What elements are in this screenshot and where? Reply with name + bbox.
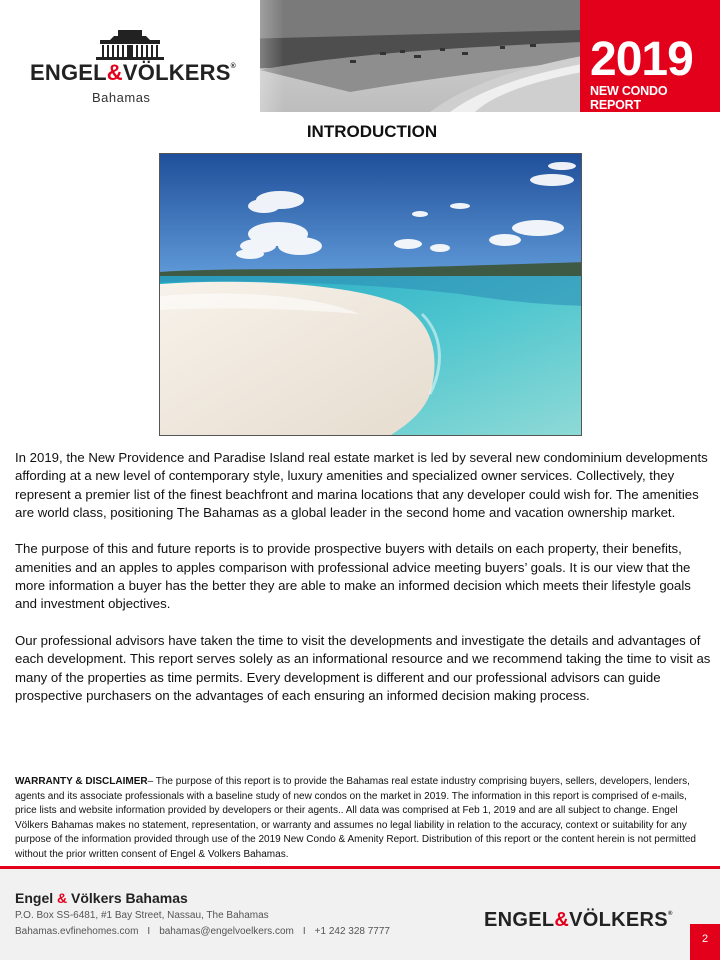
page-title: INTRODUCTION	[306, 122, 438, 141]
disclaimer-label: WARRANTY & DISCLAIMER	[15, 776, 148, 787]
brand-wordmark: ENGEL&VÖLKERS®	[30, 60, 236, 85]
footer-separator: I	[147, 926, 151, 937]
disclaimer-text: – The purpose of this report is to provide the Bahamas real estate industry comprising buyers, sellers, developers, lenders, agents and its associate professionals with a baseline study of new condos on the market in 2019. The information in this report is comprised of e-mails, price lists and website information provided by developers or their agents.. All data was comprised at Feb 1, 2019 and are all subject to change. Engel Völkers Bahamas makes no statement, representation, or warranty and assumes no legal liability in relation to the accuracy, context or suitability for any purpose of the information provided through use of the 2019 New Condo & Amenity Report. Distribution of this report or the content herein is not permitted without the prior written consent of Engel & Volkers Bahamas.	[15, 776, 696, 860]
footer-separator: I	[302, 926, 306, 937]
report-header	[0, 0, 720, 112]
badge-year: 2019	[590, 33, 693, 86]
badge-title: NEW CONDO REPORT	[590, 84, 668, 112]
footer-company-name: Engel & Völkers Bahamas	[15, 890, 188, 906]
footer-phone: +1 242 328 7777	[314, 926, 390, 937]
report-footer	[0, 869, 720, 960]
warranty-disclaimer	[15, 775, 710, 862]
footer-email-link[interactable]: bahamas@engelvoelkers.com	[159, 926, 294, 937]
footer-contact	[15, 926, 390, 937]
report-year-badge	[580, 0, 720, 112]
intro-paragraph-2: The purpose of this and future reports is to provide prospective buyers with details on each property, their benefits, amenities and an apples to apples comparison with professional advice meeting buyers’ goals. It is our view that the more information a buyer has the better they are able to make an informed decision which meets their lifestyle goals and investment objectives.	[15, 541, 691, 612]
intro-paragraph-1: In 2019, the New Providence and Paradise Island real estate market is led by several new condominium developments affording at a new level of contemporary style, luxury amenities and specialized owner services. Collectively, they represent a premier list of the finest beachfront and marina locations that any developer could wish for. The amenities are world class, positioning The Bahamas as a global leader in the second home and vacation ownership market.	[15, 450, 708, 520]
footer-address: P.O. Box SS-6481, #1 Bay Street, Nassau, The Bahamas	[15, 910, 269, 921]
intro-paragraph-3: Our professional advisors have taken the time to visit the developments and investigate the details and advantages of each development. This report serves solely as an informational resource and we recommend taking the time to visit as many of the properties as time permits. Every development is different and our professional advisors can guide prospective purchasers on the advantages of each ensuring an informed decision making process.	[15, 632, 711, 703]
brand-region: Bahamas	[92, 90, 151, 105]
hero-beach-image	[159, 153, 582, 436]
brand-logo-block	[0, 0, 260, 112]
footer-brand-logo: ENGEL&VÖLKERS®	[484, 909, 673, 931]
footer-website-link[interactable]: Bahamas.evfinehomes.com	[15, 926, 139, 937]
logo-building-icon	[96, 28, 164, 62]
page-number: 2	[690, 924, 720, 960]
introduction-body	[15, 449, 715, 723]
